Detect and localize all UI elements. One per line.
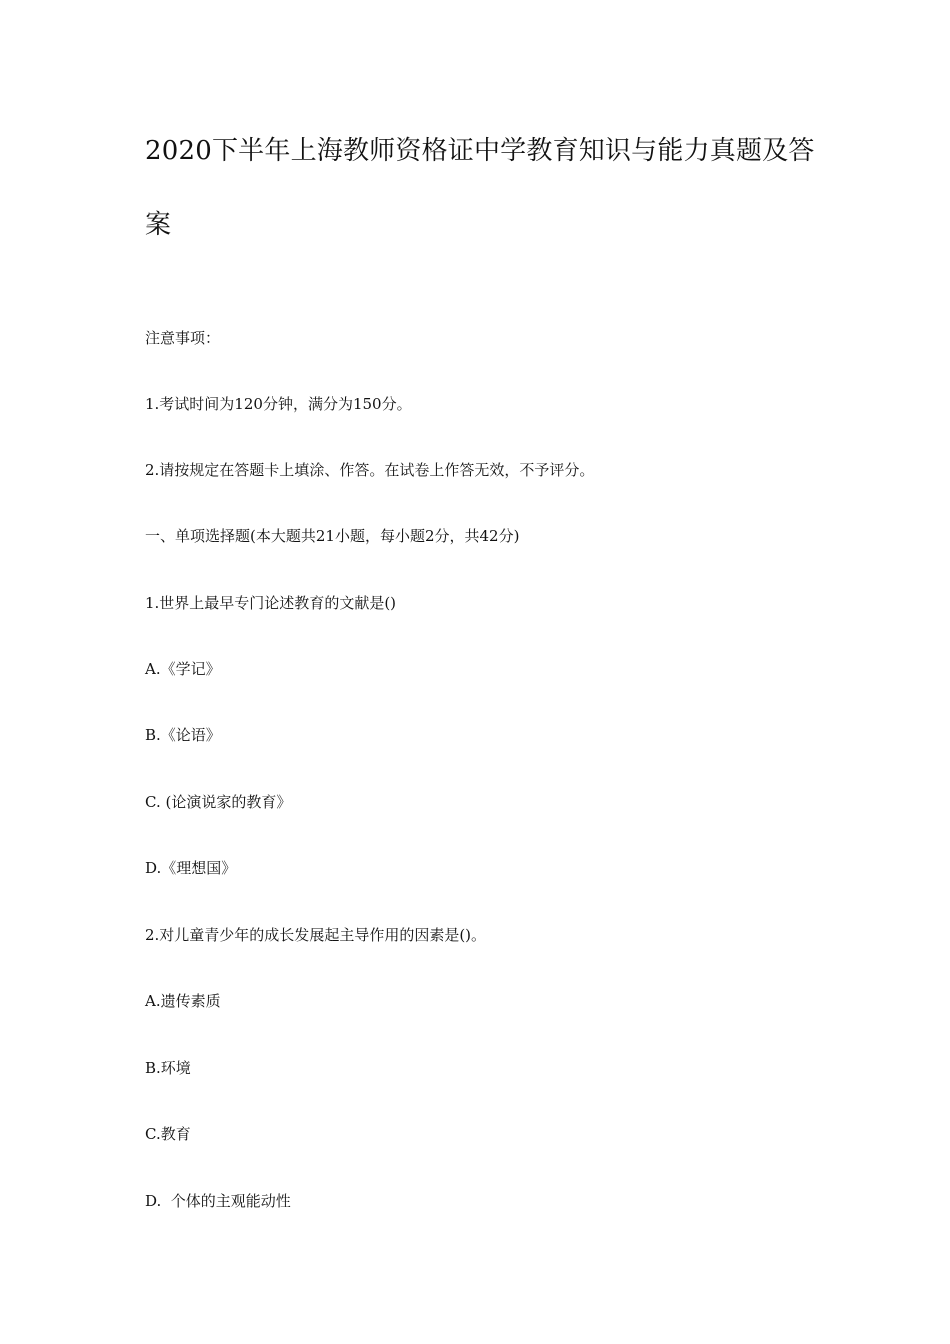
question-1-option-b: B.《论语》 [145, 726, 221, 744]
question-2-option-d: D. 个体的主观能动性 [145, 1192, 291, 1210]
document-title-line-1: 2020下半年上海教师资格证中学教育知识与能力真题及答 [145, 136, 815, 166]
section-heading: 一、单项选择题(本大题共21小题，每小题2分，共42分) [145, 527, 520, 545]
question-1-option-d: D.《理想国》 [145, 859, 237, 877]
question-1-option-a: A.《学记》 [145, 660, 221, 678]
question-2-option-b: B.环境 [145, 1059, 191, 1077]
question-2-option-c: C.教育 [145, 1125, 191, 1143]
question-2-stem: 2.对儿童青少年的成长发展起主导作用的因素是()。 [145, 926, 487, 944]
document-title-line-2: 案 [145, 210, 172, 240]
notice-heading: 注意事项： [145, 329, 221, 347]
notice-item-1: 1.考试时间为120分钟，满分为150分。 [145, 395, 412, 413]
question-2-option-a: A.遗传素质 [145, 992, 221, 1010]
question-1-option-c: C. (论演说家的教育》 [145, 793, 292, 811]
question-1-stem: 1.世界上最早专门论述教育的文献是() [145, 594, 397, 612]
notice-item-2: 2.请按规定在答题卡上填涂、作答。在试卷上作答无效，不予评分。 [145, 461, 595, 479]
